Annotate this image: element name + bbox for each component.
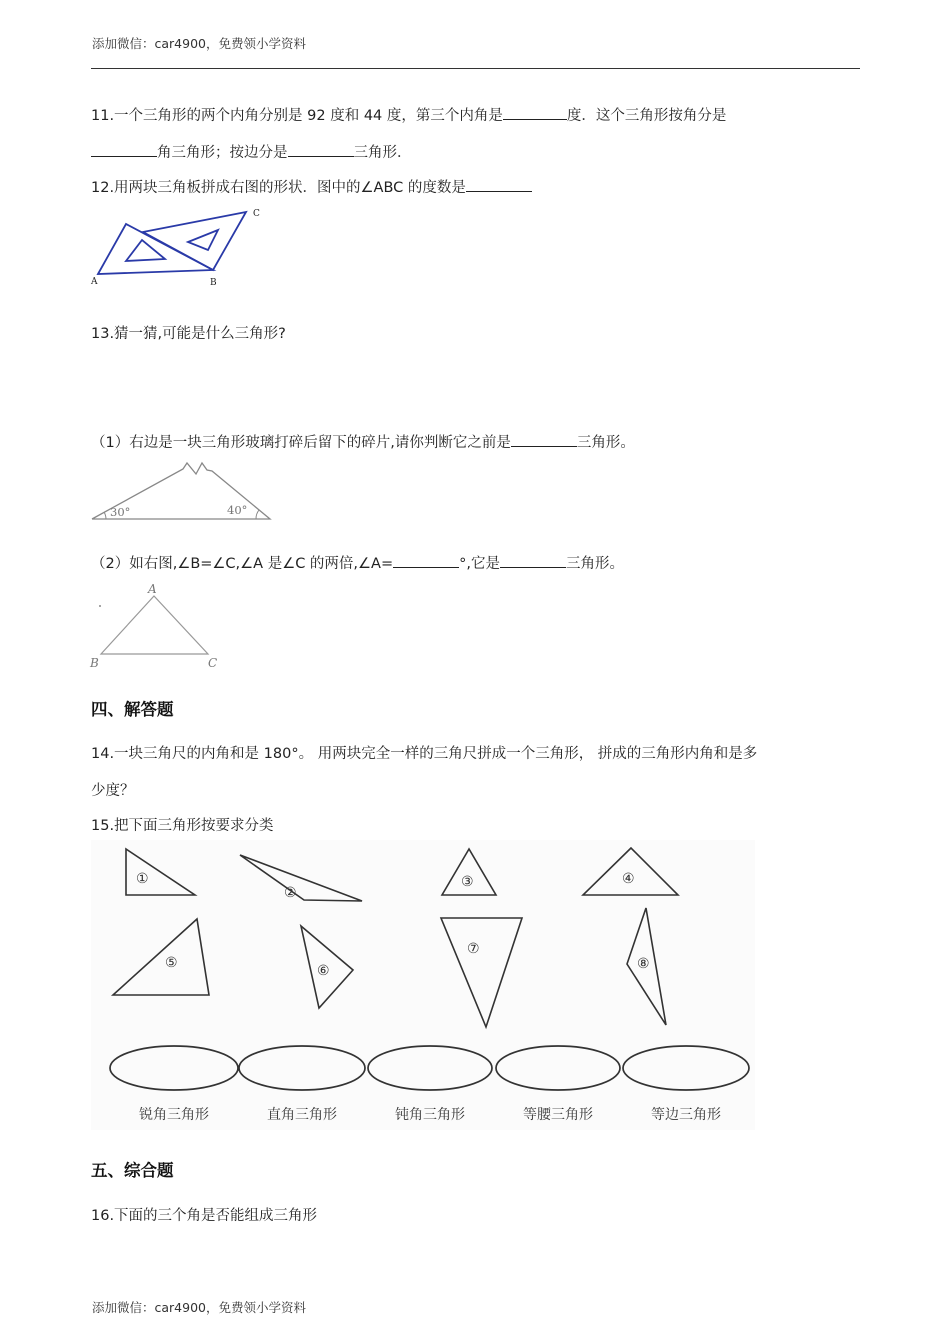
ruler-triangle-left [98,224,213,274]
q11-blank-3[interactable] [288,155,354,157]
q12-triangle-rulers-figure [88,204,268,288]
triangle-7-label: ⑦ [467,941,480,957]
question-12 [91,176,532,197]
q11-text-a: 11.一个三角形的两个内角分别是 92 度和 44 度，第三个内角是 [91,108,503,124]
ruler-triangle-right-hole [188,230,218,250]
q11-blank-1[interactable] [503,118,567,120]
category-label-obtuse: 钝角三角形 [395,1107,465,1123]
ruler-triangle-left-hole [126,240,165,261]
triangle-1-label: ① [136,871,149,887]
q11-blank-2[interactable] [91,155,157,157]
section-5-title: 五、综合题 [91,1161,174,1180]
q13-blank-2[interactable] [393,566,459,568]
q13-part2-text-c: 三角形。 [565,556,624,572]
category-label-isosceles: 等腰三角形 [523,1107,593,1123]
q11-text-d: 三角形． [353,145,412,161]
triangle-5-label: ⑤ [165,955,178,971]
q13-label-b: B [90,656,99,670]
q11-text-c: 角三角形；按边分是 [157,145,288,161]
q12-label-c: C [253,209,260,219]
q13-label-a: A [148,582,157,596]
question-15-title: 15.把下面三角形按要求分类 [91,818,274,834]
question-13-title: 13.猜一猜,可能是什么三角形? [91,326,286,342]
question-11-line-1 [91,104,726,125]
q13-part1-text-b: 三角形。 [576,435,635,451]
triangle-3-label: ③ [461,874,474,890]
header-rule [91,68,860,69]
ruler-triangle-right [143,212,246,270]
question-13-part-2 [91,552,624,573]
angle-30-label: 30° [110,505,131,519]
q11-text-b: 度．这个三角形按角分是 [566,108,727,124]
triangle-6-label: ⑥ [317,963,330,979]
q13-glass-shard-figure [88,460,272,524]
page-header: 添加微信：car4900，免费领小学资料 [92,36,306,51]
q12-label-a: A [91,277,98,287]
q13-blank-1[interactable] [511,445,577,447]
question-14-line-1: 14.一块三角尺的内角和是 180°。 用两块完全一样的三角尺拼成一个三角形， 拼成的三角形内角和是多 [91,746,758,762]
q12-label-b: B [210,278,217,288]
triangle-2-label: ② [284,885,297,901]
question-11-line-2 [91,141,412,162]
question-14-line-2: 少度？ [91,783,135,799]
q13-isosceles-figure [88,580,228,672]
q13-label-c: C [208,656,218,670]
section-4-title: 四、解答题 [91,700,174,719]
q15-triangle-classification-figure [91,840,755,1130]
q13-part1-text-a: （1）右边是一块三角形玻璃打碎后留下的碎片,请你判断它之前是 [91,435,511,451]
category-label-acute: 锐角三角形 [139,1107,209,1123]
q13-part2-text-a: （2）如右图,∠B=∠C,∠A 是∠C 的两倍,∠A= [91,556,394,572]
question-16-title: 16.下面的三个角是否能组成三角形 [91,1208,318,1224]
q13-part2-text-b: °,它是 [459,556,500,572]
category-label-equilateral: 等边三角形 [651,1107,721,1123]
angle-40-label: 40° [227,503,248,517]
q12-text: 12.用两块三角板拼成右图的形状．图中的∠ABC 的度数是 [91,180,466,196]
triangle-8-label: ⑧ [637,956,650,972]
triangle-4-label: ④ [622,871,635,887]
page-footer: 添加微信：car4900，免费领小学资料 [92,1300,306,1315]
q13-blank-3[interactable] [500,566,566,568]
question-13-part-1 [91,431,635,452]
category-label-right: 直角三角形 [267,1107,337,1123]
q12-blank[interactable] [466,190,532,192]
